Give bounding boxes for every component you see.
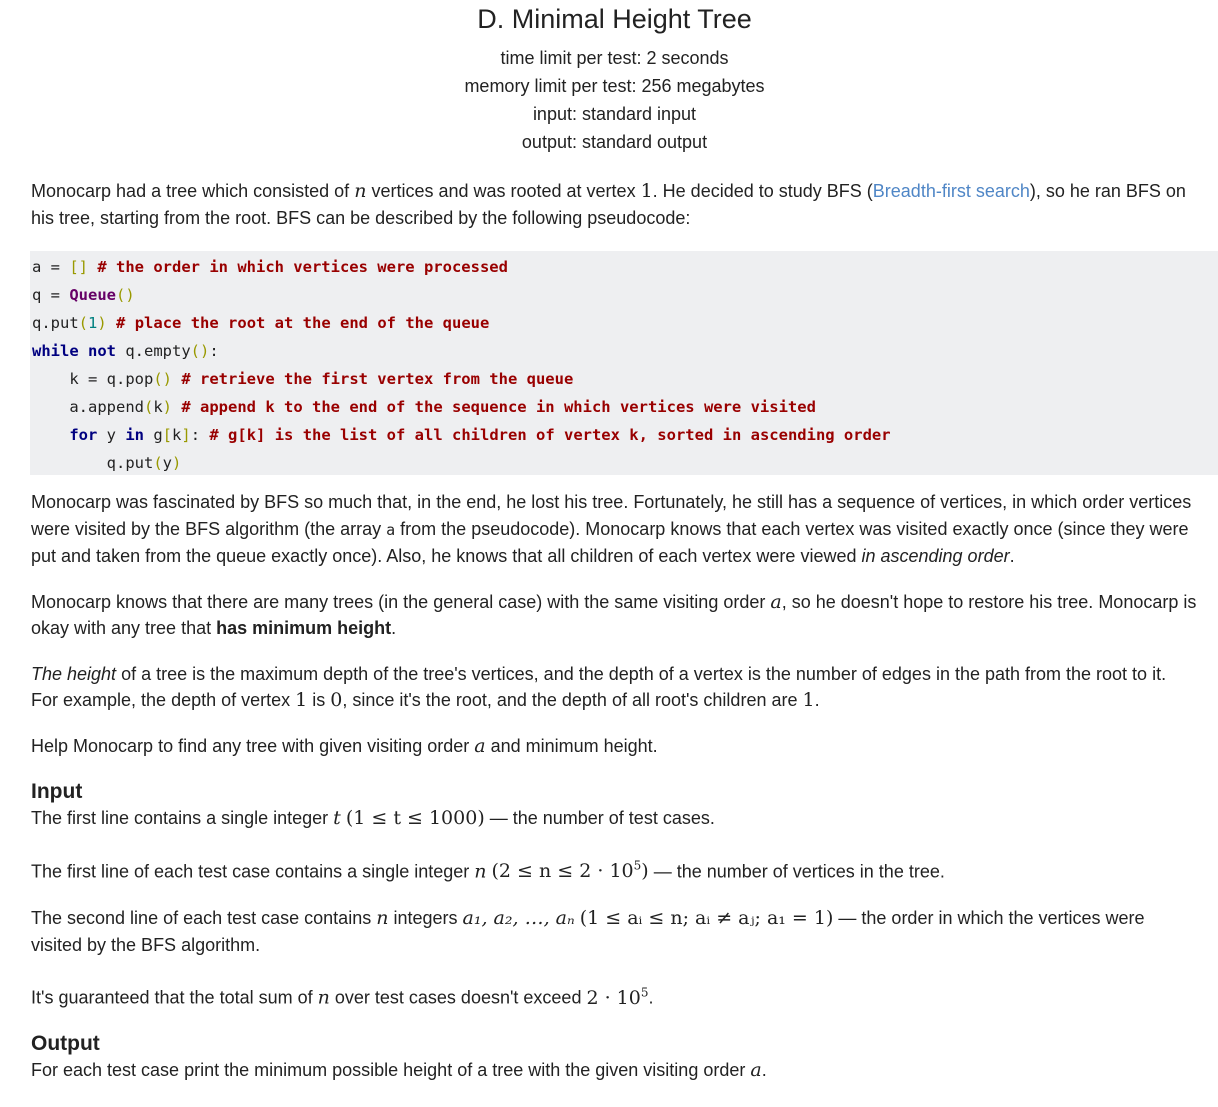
math-sequence: a₁, a₂, …, aₙ bbox=[462, 907, 575, 930]
text: The first line contains a single integer bbox=[31, 808, 334, 828]
text: For each test case print the minimum possible height of a tree with the given visiting order bbox=[31, 1060, 751, 1081]
input-line-1 bbox=[31, 805, 1198, 832]
task-paragraph bbox=[31, 733, 1198, 760]
time-limit: time limit per test: 2 seconds bbox=[500, 48, 729, 68]
pseudocode-block bbox=[30, 251, 1218, 475]
problem-header bbox=[31, 0, 1198, 156]
text: over test cases doesn't exceed bbox=[329, 987, 587, 1008]
text: — the number of test cases. bbox=[484, 808, 715, 828]
math-part: (2 ≤ n ≤ 2 · 10 bbox=[491, 859, 634, 882]
math-part: ) bbox=[641, 859, 649, 882]
restore-paragraph bbox=[31, 589, 1198, 642]
math-exponent: 5 bbox=[633, 858, 642, 873]
bold-text: has minimum height bbox=[216, 618, 392, 638]
text: The second line of each test case contains bbox=[31, 908, 377, 929]
text: Monocarp knows that there are many trees (in the general case) with the same visiting order bbox=[31, 591, 771, 612]
text: . He decided to study BFS ( bbox=[652, 181, 873, 201]
text: is bbox=[307, 690, 331, 710]
text: from the pseudocode). Monocarp knows that each vertex was visited exactly once (since they were put and taken from the queue exactly once). Also, he knows that all children of each vertex were viewed bbox=[31, 518, 1189, 566]
text: ), so he ran BFS on his tree, starting from the root. BFS can be described by the following pseudocode: bbox=[31, 181, 1186, 228]
text: Help Monocarp to find any tree with given visiting order bbox=[31, 735, 475, 756]
input-line-3 bbox=[31, 905, 1198, 958]
input-line-4 bbox=[31, 979, 1198, 1011]
output-spec: output: standard output bbox=[521, 132, 708, 152]
output-section-title: Output bbox=[31, 1032, 100, 1056]
code-line-5: k = q.pop() # retrieve the first vertex from the queue bbox=[32, 370, 574, 388]
math-n: n bbox=[474, 859, 487, 882]
math-constraint-t: (1 ≤ t ≤ 1000) bbox=[345, 807, 485, 829]
code-line-8: q.put(y) bbox=[32, 454, 182, 472]
text: Monocarp had a tree which consisted of bbox=[31, 181, 355, 201]
text: , since it's the root, and the depth of all root's children are bbox=[342, 690, 803, 710]
text: . bbox=[391, 618, 397, 638]
math-zero: 0 bbox=[330, 689, 343, 711]
text: of a tree is the maximum depth of the tree's vertices, and the depth of a vertex is the number of edges in the path from the root to it. For example, the depth of vertex bbox=[31, 663, 1167, 710]
math-constraint-n bbox=[492, 860, 649, 882]
code-line-6: a.append(k) # append k to the end of the sequence in which vertices were visited bbox=[32, 398, 816, 416]
math-n: n bbox=[354, 180, 367, 202]
math-one: 1 bbox=[640, 180, 653, 202]
text: . bbox=[1009, 546, 1015, 566]
math-a: a bbox=[474, 734, 486, 757]
math-n: n bbox=[317, 986, 330, 1009]
code-line-2: q = Queue() bbox=[32, 286, 135, 304]
emphasis: in ascending order bbox=[861, 546, 1010, 566]
input-spec: input: standard input bbox=[532, 104, 697, 124]
code-line-1: a = [] # the order in which vertices were processed bbox=[32, 258, 508, 276]
emphasis: The height bbox=[31, 663, 117, 684]
text: . bbox=[814, 690, 820, 710]
text: integers bbox=[388, 908, 463, 929]
math-one: 1 bbox=[802, 689, 815, 711]
math-one: 1 bbox=[295, 689, 308, 711]
text: — the order in which the vertices were visited by the BFS algorithm. bbox=[31, 908, 1145, 955]
text: vertices and was rooted at vertex bbox=[366, 181, 641, 201]
height-definition-paragraph bbox=[31, 661, 1198, 714]
output-line-1 bbox=[31, 1057, 1198, 1084]
text: Monocarp was fascinated by BFS so much that, in the end, he lost his tree. Fortunately, he still has a sequence of vertices, in which order vertices were visited by the BFS algorithm (the array bbox=[31, 492, 1192, 539]
math-sum-bound bbox=[586, 987, 648, 1009]
bfs-wiki-link[interactable]: Breadth-first search bbox=[872, 181, 1030, 201]
math-constraint-a: (1 ≤ aᵢ ≤ n; aᵢ ≠ aⱼ; a₁ = 1) bbox=[579, 907, 834, 930]
text: , so he doesn't hope to restore his tree. Monocarp is okay with any tree that bbox=[31, 591, 1197, 638]
text: — the number of vertices in the tree. bbox=[648, 860, 945, 881]
math-exponent: 5 bbox=[640, 985, 649, 1000]
code-line-4: while not q.empty(): bbox=[32, 342, 219, 360]
memory-limit: memory limit per test: 256 megabytes bbox=[464, 76, 765, 96]
input-section-title: Input bbox=[31, 780, 83, 803]
math-a: a bbox=[770, 590, 782, 613]
story-paragraph bbox=[31, 489, 1198, 570]
text: and minimum height. bbox=[485, 735, 658, 756]
math-part: 2 · 10 bbox=[586, 986, 641, 1009]
problem-limits bbox=[31, 44, 1198, 156]
code-line-3: q.put(1) # place the root at the end of the queue bbox=[32, 314, 490, 332]
code-line-7: for y in g[k]: # g[k] is the list of all children of vertex k, sorted in ascending order bbox=[69, 426, 891, 444]
inline-code-a: a bbox=[386, 520, 396, 539]
text: The first line of each test case contains a single integer bbox=[31, 860, 475, 881]
problem-title: D. Minimal Height Tree bbox=[477, 4, 752, 34]
text: . bbox=[761, 1060, 767, 1081]
text: . bbox=[648, 987, 654, 1008]
math-a: a bbox=[750, 1059, 762, 1082]
math-t: t bbox=[333, 807, 341, 829]
text: It's guaranteed that the total sum of bbox=[31, 987, 318, 1008]
intro-paragraph bbox=[31, 178, 1198, 231]
math-n: n bbox=[376, 907, 389, 930]
input-line-2 bbox=[31, 853, 1198, 885]
